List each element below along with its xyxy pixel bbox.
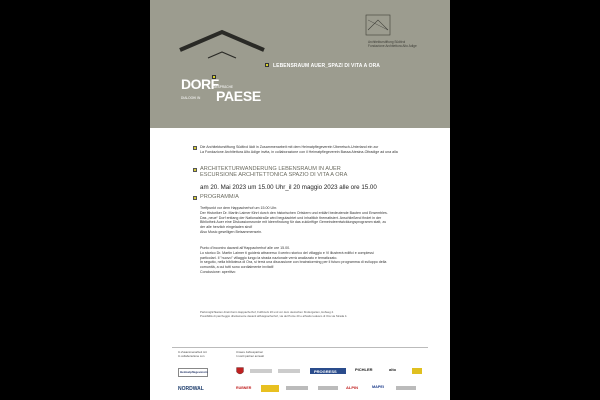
partner-logo-placeholder-2 [278, 369, 300, 373]
header-banner [150, 0, 450, 128]
program-italian: Punto d'incontro davanti all'Happacherhof alle ore 15.00. Lo storico Dr. Martin Laimer ti guiderà attraverso il centro storico del villaggio e Vi illustrerà edifici e complessi particolari. Il "nuovo" villaggio lungo la strada nazionale verrà analizzato e tematizzato. In seguito, nella biblioteca di Ora, si terrà una discussione con brainstorming per il futuro programma di sviluppo della comunità, a cui tutti sono cordialmente invitati! Conclusione: aperitivo [200, 246, 387, 274]
partner-logo-yellow-2 [261, 385, 279, 392]
partner-logo-placeholder-4 [318, 386, 338, 390]
event-date: am 20. Mai 2023 um 15.00 Uhr_il 20 maggio 2023 alle ore 15.00 [200, 184, 377, 191]
section1-heading: ARCHITEKTURWANDERUNG LEBENSRAUM IN AUER ESCURSIONE ARCHITETTONICA SPAZIO DI VITA A ORA [200, 166, 348, 179]
partner-logo-placeholder-1 [250, 369, 272, 373]
rubner-logo: RUBNER [236, 386, 252, 390]
foundation-logo-text: Architekturstiftung Südtirol Fondazione Architettura Alto Adige [368, 40, 417, 49]
partner-logo-placeholder-3 [286, 386, 308, 390]
intro-marker-icon [193, 146, 197, 150]
mapei-logo: MAPEI [372, 385, 385, 389]
program-german: Treffpunkt vor dem Happacherhof um 15.00 Uhr. Der Historiker Dr. Martin Laimer führt durch den historischen Ortskern und erklärt bedeutende Bauten und Ensembles. Das „neue“ Dorf entlang der Nationalstraße wird begutachtet und inhaltlich thematisiert. Anschließend findet in der Bibliothek Auer eine Diskussionsrunde mit Ideenfindung für das zukünftige Gemeindeentwicklungsprogramm statt, zu der alle herzlich eingeladen sind! Also Music geselligen Beisammensein. [200, 206, 388, 234]
alto-logo: alto [389, 367, 397, 372]
header-title: LEBENSRAUM AUER_SPAZI DI VITA A ORA [273, 63, 381, 69]
section1-marker-icon [193, 168, 197, 172]
partners-heading: Unsere Jahrespartner I nostri partner annuali [236, 350, 264, 358]
nordwal-logo: NORDWAL [178, 386, 204, 392]
heimatpflege-logo: Heimatpflegeverein [178, 368, 208, 377]
roof-logo-icon [178, 28, 278, 68]
foundation-logo-icon [365, 14, 391, 36]
sponsor-divider [172, 347, 428, 348]
coat-of-arms-icon [236, 367, 244, 376]
invitation-page [150, 0, 450, 400]
parking-note-de: Parkmöglichkeiten direkt beim Happacherhof, Fußbruck 20 und vor dem deutschen Kindergarten, Hofweg 4. [200, 310, 334, 314]
gespraeche-label: GESPRÄCHE [213, 85, 234, 89]
section2-heading: PROGRAMM/A [200, 194, 239, 200]
collaboration-heading: In Zusammenarbeit mit In collaborazione con [178, 350, 207, 358]
alpin-logo: ALPIN [346, 385, 358, 390]
intro-text: Die Architekturstiftung Südtirol lädt in Zusammenarbeit mit dem Heimatpflegeverein Überetsch-Unterland ein zur La Fondazione Architettura Alto Adige invita, in collaborazione con il Heimatpflegeverein Bassa Atesina-Oltradige ad una alla [200, 145, 398, 154]
title-marker-icon [265, 63, 269, 67]
partner-logo-placeholder-5 [396, 386, 416, 390]
dorf-title: DORF [181, 76, 219, 92]
section2-marker-icon [193, 196, 197, 200]
dialoghi-label: DIALOGHI IN [181, 96, 201, 100]
progress-logo: PROGRESS [310, 368, 346, 374]
parking-note-it: Possibilità di parcheggio direttamente davanti all'Happacherhof, via del Ponte 20 e all'asilo tedesco di Ora via Strada 4. [200, 314, 348, 318]
paese-title: PAESE [216, 88, 261, 104]
partner-logo-yellow [412, 368, 422, 374]
pichler-logo: PICHLER [355, 367, 373, 372]
